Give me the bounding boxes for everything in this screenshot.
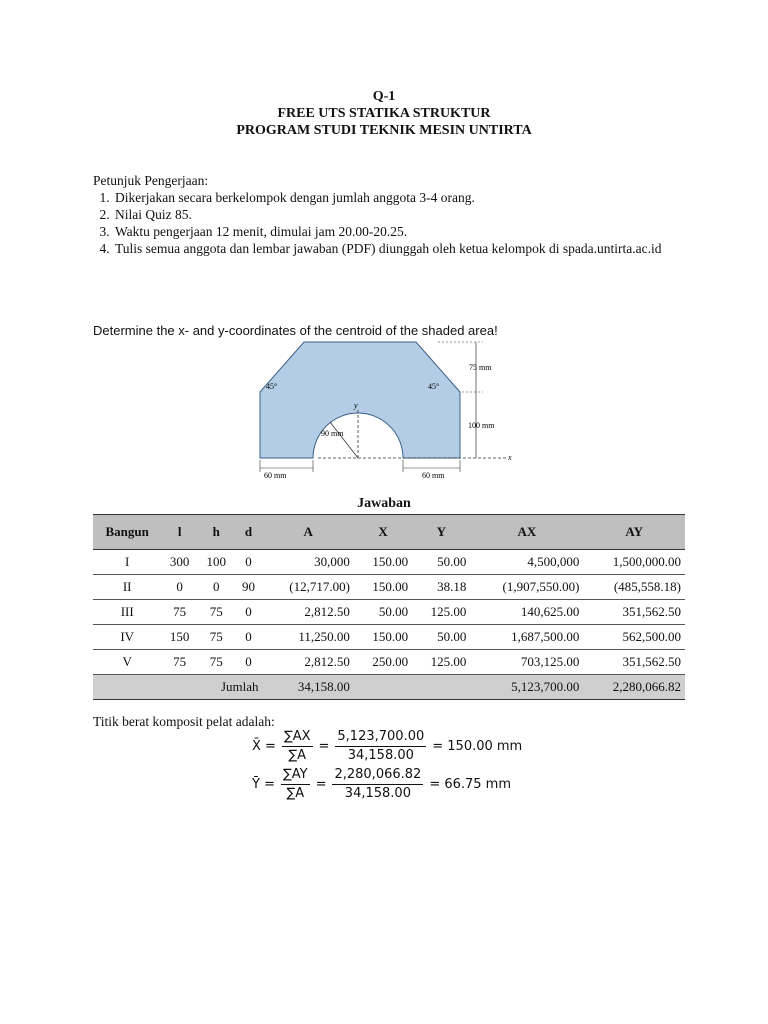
cell: 75 xyxy=(161,650,198,675)
angle-left-label: 45° xyxy=(266,382,278,391)
cell: 351,562.50 xyxy=(583,600,685,625)
col-ax: AX xyxy=(470,515,583,550)
xbar-equation xyxy=(250,729,524,764)
col-l: l xyxy=(161,515,198,550)
total-label: Jumlah xyxy=(93,675,263,700)
ybar-frac-symbolic xyxy=(281,767,310,802)
ybar-den-val: 34,158.00 xyxy=(344,786,411,801)
equals-sign: = xyxy=(318,739,330,754)
ybar-den: ∑A xyxy=(286,786,305,801)
col-h: h xyxy=(198,515,235,550)
cell: 50.00 xyxy=(412,625,470,650)
cell: 0 xyxy=(161,575,198,600)
cell: 140,625.00 xyxy=(470,600,583,625)
xbar-den-val: 34,158.00 xyxy=(347,748,414,763)
xbar-num-val: 5,123,700.00 xyxy=(335,729,426,747)
cell: 0 xyxy=(235,625,263,650)
axis-x-label: x xyxy=(508,453,512,462)
cell: 0 xyxy=(198,575,235,600)
cell: 150 xyxy=(161,625,198,650)
table-row xyxy=(93,650,685,675)
cell: (485,558.18) xyxy=(583,575,685,600)
instruction-item: 4. Tulis semua anggota dan lembar jawaban (PDF) diunggah oleh ketua kelompok di spada.untirta.ac.id xyxy=(113,240,675,257)
dim-60-right-label: 60 mm xyxy=(422,471,445,480)
cell: 150.00 xyxy=(354,575,412,600)
instructions-heading: Petunjuk Pengerjaan: xyxy=(93,173,209,188)
cell: 1,687,500.00 xyxy=(470,625,583,650)
cell: 50.00 xyxy=(354,600,412,625)
table-row xyxy=(93,575,685,600)
total-ax: 5,123,700.00 xyxy=(470,675,583,700)
doc-question-number: Q-1 xyxy=(372,89,396,104)
xbar-frac-symbolic xyxy=(282,729,313,764)
col-a: A xyxy=(263,515,354,550)
cell: 0 xyxy=(235,550,263,575)
total-a: 34,158.00 xyxy=(263,675,354,700)
instructions xyxy=(93,172,675,257)
cell: (12,717.00) xyxy=(263,575,354,600)
dim-75-label: 75 mm xyxy=(469,363,492,372)
dim-100-label: 100 mm xyxy=(468,421,495,430)
total-ay: 2,280,066.82 xyxy=(583,675,685,700)
cell: 30,000 xyxy=(263,550,354,575)
dim-90-label: 90 mm xyxy=(321,429,344,438)
dim-60-left-label: 60 mm xyxy=(264,471,287,480)
xbar-result: = 150.00 mm xyxy=(432,739,523,754)
ybar-result: = 66.75 mm xyxy=(429,777,512,792)
cell: 75 xyxy=(198,600,235,625)
cell: 150.00 xyxy=(354,550,412,575)
cell: V xyxy=(93,650,161,675)
results-table xyxy=(93,514,685,700)
table-row xyxy=(93,600,685,625)
cell: 75 xyxy=(198,625,235,650)
cell: 562,500.00 xyxy=(583,625,685,650)
col-ay: AY xyxy=(583,515,685,550)
ybar-equation xyxy=(250,767,513,802)
cell: II xyxy=(93,575,161,600)
cell: 75 xyxy=(198,650,235,675)
cell: 300 xyxy=(161,550,198,575)
col-x: X xyxy=(354,515,412,550)
cell: I xyxy=(93,550,161,575)
centroid-figure xyxy=(258,340,520,482)
cell: 90 xyxy=(235,575,263,600)
cell: 0 xyxy=(235,650,263,675)
cell: 0 xyxy=(235,600,263,625)
cell: 11,250.00 xyxy=(263,625,354,650)
cell: IV xyxy=(93,625,161,650)
conclusion-text: Titik berat komposit pelat adalah: xyxy=(93,714,275,729)
cell: 75 xyxy=(161,600,198,625)
total-row xyxy=(93,675,685,700)
instruction-item: 3. Waktu pengerjaan 12 menit, dimulai jam 20.00-20.25. xyxy=(113,223,675,240)
cell: 50.00 xyxy=(412,550,470,575)
ybar-num-val: 2,280,066.82 xyxy=(332,767,423,785)
doc-title: FREE UTS STATIKA STRUKTUR xyxy=(277,106,491,121)
cell: 351,562.50 xyxy=(583,650,685,675)
xbar-frac-numeric xyxy=(335,729,426,764)
cell: 2,812.50 xyxy=(263,600,354,625)
cell: 38.18 xyxy=(412,575,470,600)
cell: 1,500,000.00 xyxy=(583,550,685,575)
cell: 150.00 xyxy=(354,625,412,650)
cell: 2,812.50 xyxy=(263,650,354,675)
doc-subtitle: PROGRAM STUDI TEKNIK MESIN UNTIRTA xyxy=(236,123,532,138)
xbar-lhs: X̄ = xyxy=(252,739,276,754)
cell xyxy=(354,675,412,700)
xbar-den: ∑A xyxy=(288,748,307,763)
ybar-lhs: Ȳ = xyxy=(252,777,275,792)
cell: (1,907,550.00) xyxy=(470,575,583,600)
cell xyxy=(412,675,470,700)
question-text: Determine the x- and y-coordinates of the centroid of the shaded area! xyxy=(93,323,498,338)
instruction-item: 2. Nilai Quiz 85. xyxy=(113,206,675,223)
instruction-item: 1. Dikerjakan secara berkelompok dengan jumlah anggota 3-4 orang. xyxy=(113,189,675,206)
cell: 703,125.00 xyxy=(470,650,583,675)
instructions-list xyxy=(93,189,675,257)
angle-right-label: 45° xyxy=(428,382,440,391)
cell: 125.00 xyxy=(412,650,470,675)
cell: 4,500,000 xyxy=(470,550,583,575)
ybar-num: ∑AY xyxy=(281,767,310,785)
cell: 125.00 xyxy=(412,600,470,625)
cell: 250.00 xyxy=(354,650,412,675)
cell: III xyxy=(93,600,161,625)
col-bangun: Bangun xyxy=(93,515,161,550)
answer-heading: Jawaban xyxy=(357,496,411,511)
equals-sign: = xyxy=(315,777,327,792)
cell: 100 xyxy=(198,550,235,575)
table-row xyxy=(93,625,685,650)
table-row xyxy=(93,550,685,575)
col-y: Y xyxy=(412,515,470,550)
col-d: d xyxy=(235,515,263,550)
ybar-frac-numeric xyxy=(332,767,423,802)
xbar-num: ∑AX xyxy=(282,729,313,747)
axis-y-label: y xyxy=(354,401,358,410)
shaded-area xyxy=(260,342,460,458)
table-header-row xyxy=(93,515,685,550)
